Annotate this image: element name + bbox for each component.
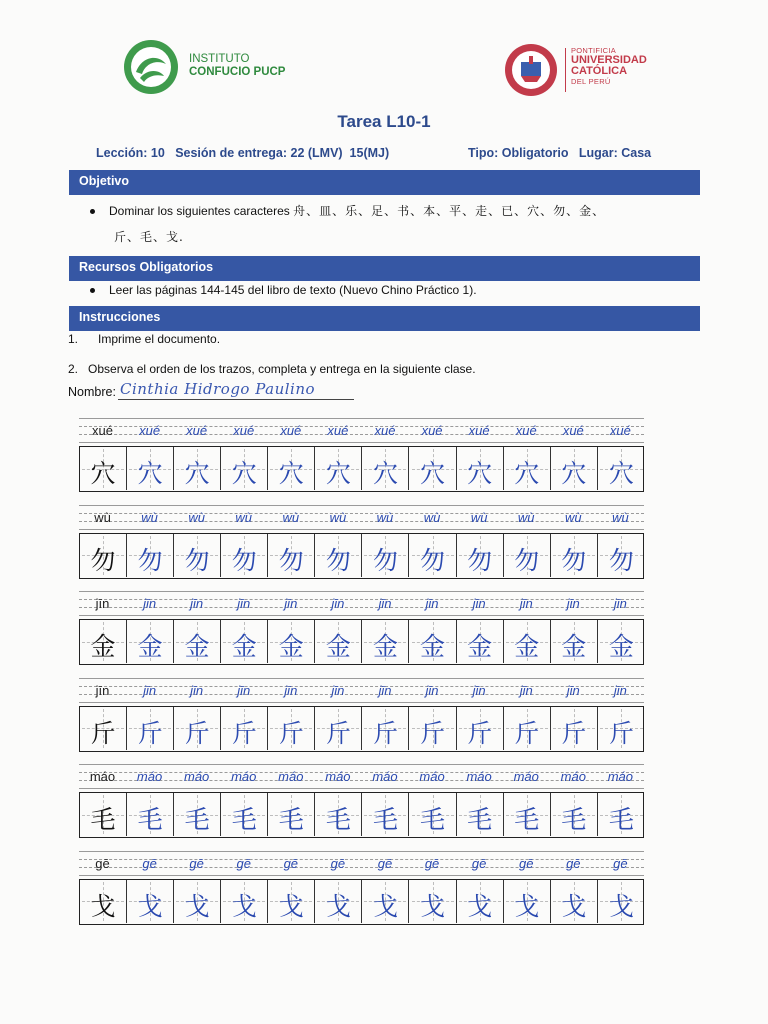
- pinyin-handwritten: xué: [233, 423, 255, 438]
- pinyin-guide-line: [79, 764, 644, 765]
- character-handwritten: 金: [420, 632, 446, 661]
- character-practice-cell: [268, 447, 315, 490]
- character-practice-cell: [457, 534, 504, 577]
- character-practice-cell: [551, 793, 598, 836]
- pinyin-guide-line: [79, 678, 644, 679]
- character-practice-cell: [457, 707, 504, 750]
- pinyin-handwritten: jīn: [472, 682, 486, 698]
- character-box-row: [79, 792, 644, 838]
- character-practice-cell: [268, 534, 315, 577]
- pinyin-handwritten: máo: [325, 769, 351, 784]
- character-practice-cell: [221, 620, 268, 663]
- pinyin-handwritten: jīn: [519, 682, 533, 698]
- character-handwritten: 穴: [514, 459, 540, 488]
- character-handwritten: 金: [608, 632, 634, 661]
- character-practice-cell: [410, 534, 457, 577]
- instruction-step-2: 2. Observa el orden de los trazos, completa y entrega en la siguiente clase.: [68, 362, 476, 376]
- character-practice-cell: [221, 793, 268, 836]
- character-handwritten: 穴: [608, 459, 634, 488]
- pinyin-handwritten: jīn: [331, 682, 345, 698]
- character-handwritten: 毛: [231, 805, 257, 834]
- character-practice-cell: [221, 447, 268, 490]
- pinyin-guide-line: [79, 875, 644, 876]
- pinyin-guide-line: [79, 788, 644, 789]
- character-handwritten: 金: [137, 632, 163, 661]
- pinyin-handwritten: máo: [466, 769, 492, 784]
- character-model-cell: [80, 534, 127, 577]
- character-handwritten: 勿: [608, 545, 634, 575]
- pinyin-handwritten: wù: [235, 509, 253, 525]
- pinyin-handwritten: xué: [139, 423, 161, 438]
- pinyin-handwritten: xué: [421, 423, 443, 438]
- character-practice-cell: [362, 447, 409, 490]
- character-practice-cell: [174, 793, 221, 836]
- character-practice-cell: [315, 793, 362, 836]
- character-model: 穴: [90, 459, 116, 488]
- character-handwritten: 戈: [514, 891, 540, 921]
- pinyin-handwritten: wù: [376, 509, 394, 525]
- character-handwritten: 斤: [561, 718, 587, 748]
- character-practice-cell: [315, 447, 362, 490]
- pinyin-handwritten: jīn: [237, 596, 251, 611]
- pinyin-guide-line: [79, 442, 644, 443]
- pinyin-handwritten: máo: [184, 769, 210, 784]
- character-practice-cell: [315, 620, 362, 663]
- pinyin-handwritten: jīn: [143, 596, 157, 611]
- objetivo-text: Dominar los siguientes caracteres: [109, 204, 290, 218]
- pinyin-handwritten: jīn: [566, 682, 580, 698]
- character-handwritten: 毛: [514, 805, 540, 834]
- pinyin-handwritten: xué: [609, 423, 631, 438]
- recursos-text: Leer las páginas 144-145 del libro de texto (Nuevo Chino Práctico 1).: [109, 283, 477, 297]
- pinyin-guide-line: [79, 702, 644, 703]
- pinyin-handwritten: gē: [189, 855, 204, 871]
- character-practice-cell: [504, 707, 551, 750]
- character-handwritten: 毛: [467, 805, 493, 834]
- character-practice-cell: [315, 534, 362, 577]
- confucio-line1: INSTITUTO: [189, 53, 250, 65]
- character-handwritten: 金: [278, 632, 304, 661]
- pinyin-handwritten: máo: [513, 769, 539, 784]
- pinyin-handwritten: wù: [423, 509, 441, 525]
- character-model-cell: [80, 793, 127, 836]
- page-title: Tarea L10-1: [337, 112, 431, 131]
- character-model-cell: [80, 707, 127, 750]
- character-handwritten: 斤: [467, 718, 493, 748]
- character-model: 斤: [90, 718, 116, 748]
- pinyin-handwritten: jīn: [378, 682, 392, 698]
- pinyin-handwritten: jīn: [190, 682, 204, 698]
- character-practice-cell: [410, 707, 457, 750]
- character-handwritten: 勿: [184, 545, 210, 575]
- pinyin-handwritten: gē: [471, 855, 487, 871]
- pinyin-handwritten: gē: [236, 855, 251, 871]
- pinyin-handwritten: máo: [607, 769, 634, 784]
- pinyin-model: máo: [89, 769, 116, 784]
- pucp-line1: PONTIFICIA: [571, 46, 617, 55]
- character-practice-cell: [551, 534, 598, 577]
- pinyin-handwritten: gē: [424, 855, 440, 871]
- pucp-line3: CATÓLICA: [571, 65, 628, 77]
- character-practice-cell: [362, 793, 409, 836]
- pinyin-handwritten: xué: [280, 423, 302, 438]
- character-handwritten: 穴: [137, 459, 163, 488]
- character-handwritten: 金: [372, 632, 398, 661]
- pinyin-handwritten: máo: [231, 769, 257, 784]
- character-practice-cell: [127, 793, 174, 836]
- character-practice-cell: [504, 793, 551, 836]
- character-handwritten: 勿: [467, 545, 493, 575]
- character-handwritten: 穴: [231, 459, 257, 488]
- lesson-info: Lección: 10 Sesión de entrega: 22 (LMV) 15(MJ): [96, 146, 390, 160]
- character-practice-cell: [457, 793, 504, 836]
- character-handwritten: 戈: [372, 891, 398, 921]
- character-handwritten: 斤: [420, 718, 446, 748]
- pucp-divider: [565, 48, 566, 92]
- pinyin-handwritten: jīn: [425, 596, 439, 611]
- character-practice-cell: [598, 447, 645, 490]
- confucio-line2: CONFUCIO PUCP: [189, 66, 286, 78]
- character-handwritten: 金: [561, 632, 587, 661]
- character-model: 毛: [90, 805, 116, 834]
- type-location-info: Tipo: Obligatorio Lugar: Casa: [468, 146, 652, 160]
- character-practice-cell: [598, 880, 645, 923]
- character-practice-cell: [268, 707, 315, 750]
- pucp-line4: DEL PERÚ: [571, 77, 611, 86]
- character-practice-cell: [551, 447, 598, 490]
- character-practice-cell: [598, 620, 645, 663]
- pinyin-handwritten: jīn: [472, 596, 486, 611]
- pinyin-handwritten: jīn: [519, 596, 533, 611]
- character-practice-cell: [362, 534, 409, 577]
- character-handwritten: 戈: [561, 891, 587, 921]
- recursos-heading: Recursos Obligatorios: [69, 256, 700, 281]
- pinyin-handwritten: jīn: [284, 682, 298, 698]
- pinyin-handwritten: gē: [142, 855, 157, 871]
- character-handwritten: 斤: [608, 718, 634, 748]
- character-handwritten: 穴: [278, 459, 304, 488]
- pucp-seal-icon: [503, 42, 559, 98]
- character-practice-cell: [221, 880, 268, 923]
- character-handwritten: 勿: [514, 545, 540, 575]
- pinyin-handwritten: gē: [566, 855, 581, 871]
- character-practice-cell: [410, 620, 457, 663]
- pinyin-guide-line: [79, 418, 644, 419]
- character-handwritten: 穴: [420, 459, 446, 488]
- character-practice-cell: [127, 707, 174, 750]
- character-practice-cell: [410, 793, 457, 836]
- character-handwritten: 戈: [608, 891, 634, 921]
- character-practice-cell: [127, 534, 174, 577]
- pinyin-handwritten: máo: [372, 769, 398, 784]
- character-practice-cell: [127, 880, 174, 923]
- pinyin-handwritten: máo: [419, 769, 445, 784]
- character-model: 勿: [90, 545, 116, 575]
- character-practice-cell: [551, 880, 598, 923]
- pinyin-handwritten: jīn: [190, 596, 204, 611]
- character-practice-cell: [221, 534, 268, 577]
- character-handwritten: 金: [467, 632, 493, 661]
- pinyin-guide-line: [79, 529, 644, 530]
- character-model: 金: [90, 632, 116, 661]
- character-handwritten: 戈: [420, 891, 446, 921]
- bullet-dot: [90, 209, 95, 214]
- character-handwritten: 斤: [137, 718, 163, 748]
- character-handwritten: 戈: [278, 891, 304, 921]
- pinyin-guide-line: [79, 615, 644, 616]
- character-practice-cell: [268, 880, 315, 923]
- character-practice-cell: [598, 793, 645, 836]
- nombre-underline: [118, 399, 354, 400]
- pinyin-handwritten: wù: [612, 509, 629, 525]
- instruction-step-1: 1. Imprime el documento.: [68, 332, 221, 346]
- pinyin-handwritten: wù: [564, 509, 582, 525]
- character-practice-cell: [504, 447, 551, 490]
- character-handwritten: 穴: [325, 459, 351, 488]
- character-practice-cell: [174, 447, 221, 490]
- character-practice-cell: [315, 880, 362, 923]
- character-practice-cell: [598, 534, 645, 577]
- character-handwritten: 戈: [137, 891, 163, 921]
- pinyin-handwritten: xué: [515, 423, 537, 438]
- character-box-row: [79, 533, 644, 579]
- character-handwritten: 穴: [561, 459, 587, 488]
- pinyin-model: gē: [95, 855, 110, 871]
- character-practice-cell: [315, 707, 362, 750]
- objetivo-chars-line2: 斤、毛、戈.: [114, 230, 184, 244]
- character-handwritten: 斤: [278, 718, 304, 748]
- pinyin-model: jīn: [95, 596, 110, 611]
- character-practice-cell: [174, 620, 221, 663]
- character-handwritten: 穴: [467, 459, 493, 488]
- character-handwritten: 毛: [372, 805, 398, 834]
- character-handwritten: 毛: [278, 805, 304, 834]
- character-handwritten: 金: [514, 632, 540, 661]
- pinyin-handwritten: wù: [470, 509, 488, 525]
- character-practice-cell: [410, 447, 457, 490]
- character-box-row: [79, 619, 644, 665]
- pinyin-handwritten: máo: [136, 769, 163, 784]
- character-practice-cell: [504, 620, 551, 663]
- pinyin-model: jīn: [95, 682, 110, 698]
- character-practice-cell: [362, 880, 409, 923]
- character-handwritten: 勿: [137, 545, 163, 575]
- character-practice-cell: [174, 534, 221, 577]
- character-model-cell: [80, 447, 127, 490]
- pinyin-handwritten: gē: [613, 855, 628, 871]
- character-handwritten: 勿: [231, 545, 257, 575]
- character-handwritten: 金: [184, 632, 210, 661]
- character-box-row: [79, 446, 644, 492]
- pinyin-handwritten: máo: [560, 769, 586, 784]
- pinyin-guide-line: [79, 505, 644, 506]
- pinyin-handwritten: wù: [188, 509, 205, 525]
- character-handwritten: 毛: [325, 805, 351, 834]
- character-handwritten: 金: [325, 632, 351, 661]
- character-handwritten: 毛: [608, 805, 634, 834]
- pinyin-handwritten: xué: [468, 423, 490, 438]
- character-practice-cell: [551, 707, 598, 750]
- pinyin-handwritten: jīn: [378, 596, 392, 611]
- pinyin-model: xué: [92, 423, 113, 438]
- character-handwritten: 戈: [325, 891, 351, 921]
- character-handwritten: 勿: [278, 545, 304, 575]
- character-handwritten: 毛: [561, 805, 587, 834]
- character-practice-cell: [362, 620, 409, 663]
- recursos-item: [90, 283, 477, 297]
- pinyin-handwritten: wù: [329, 509, 347, 525]
- character-practice-cell: [174, 880, 221, 923]
- character-practice-cell: [221, 707, 268, 750]
- character-practice-cell: [174, 707, 221, 750]
- nombre-label: Nombre:: [68, 385, 116, 399]
- instituto-confucio-logo: [122, 38, 302, 94]
- character-box-row: [79, 706, 644, 752]
- confucio-emblem-icon: [122, 38, 180, 96]
- pinyin-handwritten: gē: [377, 855, 393, 871]
- character-practice-cell: [127, 620, 174, 663]
- pinyin-handwritten: xué: [186, 423, 208, 438]
- pinyin-handwritten: jīn: [237, 682, 251, 698]
- objetivo-item: [90, 202, 605, 219]
- pinyin-handwritten: gē: [518, 855, 534, 871]
- character-handwritten: 勿: [325, 545, 351, 575]
- character-practice-cell: [127, 447, 174, 490]
- pinyin-handwritten: jīn: [425, 682, 439, 698]
- character-handwritten: 戈: [184, 891, 210, 921]
- character-box-row: [79, 879, 644, 925]
- character-handwritten: 毛: [184, 805, 210, 834]
- character-handwritten: 勿: [420, 545, 446, 575]
- character-handwritten: 斤: [231, 718, 257, 748]
- pinyin-guide-line: [79, 591, 644, 592]
- pinyin-handwritten: xué: [374, 423, 396, 438]
- bullet-dot: [90, 288, 95, 293]
- character-practice-cell: [268, 620, 315, 663]
- character-handwritten: 穴: [184, 459, 210, 488]
- pinyin-handwritten: máo: [278, 769, 304, 784]
- objetivo-heading: Objetivo: [69, 170, 700, 195]
- character-handwritten: 斤: [372, 718, 398, 748]
- pinyin-handwritten: gē: [330, 855, 346, 871]
- pinyin-handwritten: gē: [283, 855, 299, 871]
- pinyin-handwritten: jīn: [613, 596, 627, 611]
- character-practice-cell: [457, 620, 504, 663]
- pinyin-handwritten: wù: [517, 509, 535, 525]
- character-model: 戈: [90, 891, 116, 921]
- objetivo-chars-line1: 舟、皿、乐、足、书、本、平、走、已、穴、勿、金、: [293, 204, 606, 218]
- pinyin-handwritten: jīn: [613, 682, 627, 698]
- character-handwritten: 毛: [420, 805, 446, 834]
- pinyin-handwritten: xué: [562, 423, 584, 438]
- character-practice-cell: [504, 534, 551, 577]
- pinyin-handwritten: jīn: [566, 596, 580, 611]
- pinyin-handwritten: jīn: [284, 596, 298, 611]
- character-handwritten: 金: [231, 632, 257, 661]
- pinyin-model: wù: [94, 509, 111, 525]
- character-practice-cell: [504, 880, 551, 923]
- character-model-cell: [80, 880, 127, 923]
- character-practice-cell: [551, 620, 598, 663]
- character-handwritten: 穴: [372, 459, 398, 488]
- character-handwritten: 戈: [231, 891, 257, 921]
- pinyin-handwritten: jīn: [331, 596, 345, 611]
- instrucciones-heading: Instrucciones: [69, 306, 700, 331]
- character-practice-cell: [268, 793, 315, 836]
- character-handwritten: 毛: [137, 805, 163, 834]
- pinyin-handwritten: wù: [141, 509, 158, 525]
- pinyin-handwritten: xué: [327, 423, 349, 438]
- character-handwritten: 戈: [467, 891, 493, 921]
- character-handwritten: 斤: [184, 718, 210, 748]
- nombre-handwritten: Cinthia Hidrogo Paulino: [120, 380, 316, 398]
- pinyin-guide-line: [79, 851, 644, 852]
- character-practice-cell: [457, 447, 504, 490]
- pinyin-handwritten: wù: [282, 509, 300, 525]
- pinyin-handwritten: jīn: [143, 682, 157, 698]
- character-practice-cell: [410, 880, 457, 923]
- character-practice-cell: [457, 880, 504, 923]
- character-handwritten: 勿: [372, 545, 398, 575]
- character-practice-cell: [362, 707, 409, 750]
- character-handwritten: 勿: [561, 545, 587, 575]
- character-handwritten: 斤: [514, 718, 540, 748]
- pucp-logo: [503, 42, 673, 98]
- character-handwritten: 斤: [325, 718, 351, 748]
- pucp-line2: UNIVERSIDAD: [571, 54, 647, 66]
- character-model-cell: [80, 620, 127, 663]
- character-practice-cell: [598, 707, 645, 750]
